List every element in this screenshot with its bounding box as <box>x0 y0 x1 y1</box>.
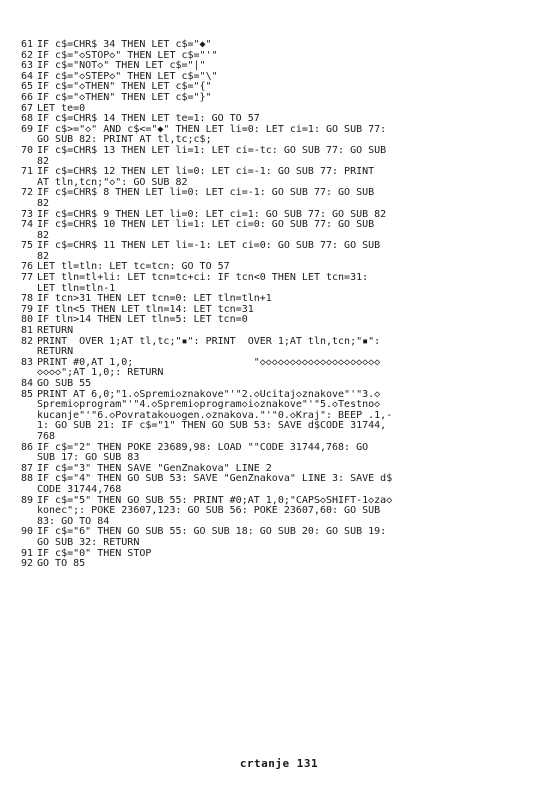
line-number: 85 <box>20 388 33 400</box>
line-text: IF c$="◇THEN" THEN LET c$="}" <box>37 91 212 103</box>
line-number: 82 <box>20 335 33 347</box>
line-text: IF c$="6" THEN GO SUB 55: GO SUB 18: GO SUB 20: GO SUB 19: <box>37 526 387 538</box>
line-number <box>8 485 37 496</box>
code-line <box>8 199 538 210</box>
line-text: IF c$=CHR$ 10 THEN LET li=1: LET ci=0: GO SUB 77: GO SUB <box>37 219 375 231</box>
line-text: IF c$="NOT◇" THEN LET c$="|" <box>37 60 206 72</box>
line-text: IF c$="◇THEN" THEN LET c$="{" <box>37 81 212 93</box>
line-text: IF tln>14 THEN LET tln=5: LET tcn=0 <box>37 314 248 326</box>
line-number: 73 <box>20 208 33 220</box>
code-line <box>8 315 538 326</box>
line-number: 91 <box>20 547 33 559</box>
line-text: kucanje"'"6.◇Povratak◇u◇gen.◇znakova."'"0.◇Kraj": BEEP .1,- <box>37 409 393 421</box>
line-number: 64 <box>20 70 33 82</box>
line-text: IF tln<5 THEN LET tln=14: LET tcn=31 <box>37 303 254 315</box>
line-text: CODE 31744,768 <box>37 483 122 495</box>
line-number: 65 <box>20 81 33 93</box>
code-line <box>8 146 538 157</box>
line-number: 83 <box>20 356 33 368</box>
code-listing <box>8 40 538 570</box>
line-text: 82 <box>37 250 50 262</box>
line-text: PRINT OVER 1;AT tl,tc;"▪": PRINT OVER 1;AT tln,tcn;"▪": <box>37 335 381 347</box>
code-line <box>8 220 538 231</box>
line-text: 768 <box>37 430 56 442</box>
line-text: GO SUB 82: PRINT AT tl,tc;c$; <box>37 134 212 146</box>
line-text: AT tln,tcn;"◇": GO SUB 82 <box>37 176 188 188</box>
line-number: 80 <box>20 314 33 326</box>
code-line <box>8 379 538 390</box>
line-number: 74 <box>20 219 33 231</box>
line-text: RETURN <box>37 346 74 358</box>
code-line <box>8 241 538 252</box>
code-line <box>8 337 538 348</box>
line-number: 61 <box>20 39 33 50</box>
line-number <box>8 506 37 517</box>
line-text: GO SUB 55 <box>37 378 92 389</box>
line-text: IF c$="0" THEN STOP <box>37 547 152 559</box>
line-text: 82 <box>37 197 50 209</box>
line-number: 63 <box>20 60 33 72</box>
line-number <box>8 432 37 443</box>
line-text: ◇◇◇◇";AT 1,0;: RETURN <box>37 367 164 379</box>
line-text: Spremi◇program"'"4.◇Spremi◇program◇i◇znakove"'"5.◇Testno◇ <box>37 399 381 411</box>
line-number: 78 <box>20 293 33 305</box>
code-line <box>8 549 538 560</box>
line-text: 82 <box>37 155 50 167</box>
line-number: 89 <box>20 494 33 506</box>
line-text: SUB 17: GO SUB 83 <box>37 452 140 464</box>
line-number: 90 <box>20 526 33 538</box>
page-footer-text: crtanje 131 <box>239 757 319 770</box>
line-number <box>8 411 37 422</box>
line-number <box>8 199 37 210</box>
line-text: IF c$="◇STOP◇" THEN LET c$="'" <box>37 49 218 61</box>
line-text: 82 <box>37 229 50 241</box>
line-text: IF c$=CHR$ 11 THEN LET li=-1: LET ci=0: GO SUB 77: GO SUB <box>37 240 381 252</box>
line-number: 77 <box>20 272 33 284</box>
line-number: 86 <box>20 441 33 453</box>
line-text: IF c$>="◇" AND c$<="◆" THEN LET li=0: LET ci=1: GO SUB 77: <box>37 123 387 135</box>
line-text: IF c$=CHR$ 13 THEN LET li=1: LET ci=-tc: GO SUB 77: GO SUB <box>37 144 387 156</box>
line-text: IF c$="4" THEN GO SUB 53: SAVE "GenZnakova" LINE 3: SAVE d$ <box>37 473 393 485</box>
page-footer <box>0 757 558 770</box>
line-number: 71 <box>20 166 33 178</box>
line-text: LET tl=tln: LET tc=tcn: GO TO 57 <box>37 261 230 273</box>
line-number: 62 <box>20 49 33 61</box>
line-number: 87 <box>20 462 33 474</box>
code-line <box>8 538 538 549</box>
line-text: IF c$="5" THEN GO SUB 55: PRINT #0;AT 1,0;"CAPS◇SHIFT-1◇za◇ <box>37 494 393 506</box>
code-line <box>8 40 538 51</box>
line-text: LET tln=tl+li: LET tcn=tc+ci: IF tcn<0 THEN LET tcn=31: <box>37 272 369 284</box>
line-text: IF c$=CHR$ 14 THEN LET te=1: GO TO 57 <box>37 113 260 125</box>
line-text: GO SUB 32: RETURN <box>37 536 140 548</box>
line-text: LET te=0 <box>37 102 86 114</box>
line-text: RETURN <box>37 325 74 337</box>
line-number: 72 <box>20 187 33 199</box>
line-text: IF c$="2" THEN POKE 23689,98: LOAD ""CODE 31744,768: GO <box>37 441 369 453</box>
line-text: IF c$="3" THEN SAVE "GenZnakova" LINE 2 <box>37 462 272 474</box>
line-text: PRINT AT 6,0;"1.◇Spremi◇znakove"'"2.◇Ucitaj◇znakove"'"3.◇ <box>37 388 381 400</box>
line-number: 84 <box>20 378 33 389</box>
line-number: 66 <box>20 91 33 103</box>
line-text: IF c$=CHR$ 34 THEN LET c$="◆" <box>37 39 212 50</box>
line-text: IF c$=CHR$ 9 THEN LET li=0: LET ci=1: GO SUB 77: GO SUB 82 <box>37 208 387 220</box>
line-text: konec";: POKE 23607,123: GO SUB 56: POKE 23607,60: GO SUB <box>37 505 381 517</box>
line-text: IF c$=CHR$ 8 THEN LET li=0: LET ci=-1: GO SUB 77: GO SUB <box>37 187 375 199</box>
code-line <box>8 93 538 104</box>
line-number: 79 <box>20 303 33 315</box>
line-text: GO TO 85 <box>37 558 86 570</box>
line-text: IF c$=CHR$ 12 THEN LET li=0: LET ci=-1: GO SUB 77: PRINT <box>37 166 375 178</box>
line-number: 68 <box>20 113 33 125</box>
code-line <box>8 485 538 496</box>
line-number: 81 <box>20 325 33 337</box>
line-text: 83: GO TO 84 <box>37 515 110 527</box>
line-number: 70 <box>20 144 33 156</box>
line-number: 75 <box>20 240 33 252</box>
line-text: IF tcn>31 THEN LET tcn=0: LET tln=tln+1 <box>37 293 272 305</box>
line-text: LET tln=tln-1 <box>37 282 116 294</box>
code-line <box>8 188 538 199</box>
line-text: PRINT #0,AT 1,0; "◇◇◇◇◇◇◇◇◇◇◇◇◇◇◇◇◇◇◇◇ <box>37 356 381 368</box>
line-number <box>8 421 37 432</box>
line-number: 76 <box>20 261 33 273</box>
code-line <box>8 421 538 432</box>
line-text: 1: GO SUB 21: IF c$="1" THEN GO SUB 53: SAVE d$CODE 31744, <box>37 420 387 432</box>
line-number: 69 <box>20 123 33 135</box>
line-number: 67 <box>20 102 33 114</box>
code-line <box>8 559 538 570</box>
code-line <box>8 432 538 443</box>
line-number: 88 <box>20 473 33 485</box>
line-text: IF c$="◇STEP◇" THEN LET c$="\" <box>37 70 218 82</box>
line-number <box>8 400 37 411</box>
line-number: 92 <box>20 558 33 570</box>
line-number <box>8 538 37 549</box>
